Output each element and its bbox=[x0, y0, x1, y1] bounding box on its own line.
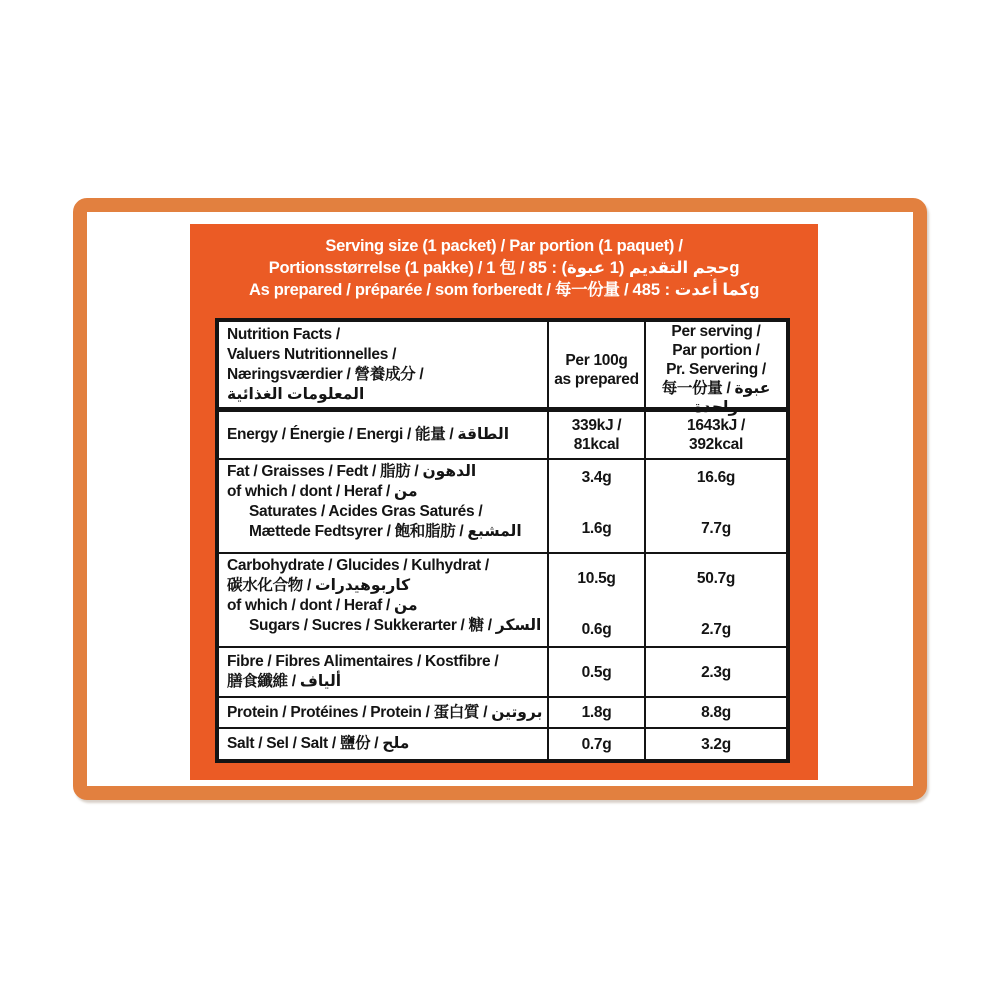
value-text: 0.6g bbox=[581, 620, 612, 638]
value-text: 392kcal bbox=[689, 436, 743, 453]
value-text: 81kcal bbox=[573, 436, 620, 453]
fibre-per-100g bbox=[547, 648, 644, 696]
header-per-100g bbox=[547, 322, 644, 417]
value-text: 2.7g bbox=[701, 620, 731, 638]
header-line: Næringsværdier / 營養成分 / bbox=[227, 366, 424, 383]
serving-info bbox=[190, 235, 818, 301]
value-text: 0.5g bbox=[581, 663, 612, 681]
header-nutrition-facts bbox=[219, 322, 547, 417]
fat-label bbox=[219, 460, 547, 552]
label-text-saturates: Mættede Fedtsyrer / 飽和脂肪 / المشبع bbox=[249, 523, 522, 540]
protein-label bbox=[219, 698, 547, 727]
row-fibre bbox=[219, 646, 786, 696]
salt-label bbox=[219, 729, 547, 759]
fibre-label bbox=[219, 648, 547, 696]
fat-per-100g bbox=[547, 460, 644, 552]
row-salt bbox=[219, 727, 786, 759]
protein-per-100g bbox=[547, 698, 644, 727]
header-line-arabic: المعلومات الغذائية bbox=[227, 386, 365, 403]
label-text-saturates: Saturates / Acides Gras Saturés / bbox=[249, 503, 483, 520]
value-text: 50.7g bbox=[696, 569, 736, 587]
label-text-sugars: Sugars / Sucres / Sukkerarter / 糖 / السكر bbox=[249, 617, 542, 634]
value-text: 2.3g bbox=[701, 663, 731, 681]
header-line: Par portion / bbox=[672, 342, 760, 359]
carbohydrate-label bbox=[219, 554, 547, 646]
header-line: Pr. Servering / bbox=[666, 361, 766, 378]
salt-per-100g bbox=[547, 729, 644, 759]
nutrition-panel bbox=[190, 224, 818, 780]
header-line: Per 100g bbox=[565, 351, 628, 369]
header-line: Nutrition Facts / bbox=[227, 326, 340, 343]
value-text: 3.2g bbox=[701, 735, 731, 753]
label-text: Fat / Graisses / Fedt / 脂肪 / الدهون bbox=[227, 463, 477, 480]
value-text: 339kJ / bbox=[571, 417, 622, 434]
nutrition-table bbox=[215, 318, 790, 763]
label-text: Salt / Sel / Salt / 鹽份 / ملح bbox=[227, 735, 410, 752]
label-text: of which / dont / Heraf / من bbox=[227, 483, 418, 500]
row-energy bbox=[219, 407, 786, 458]
label-text: Carbohydrate / Glucides / Kulhydrat / bbox=[227, 557, 489, 574]
label-text: of which / dont / Heraf / من bbox=[227, 597, 418, 614]
value-text: 0.7g bbox=[581, 735, 612, 753]
value-text: 7.7g bbox=[701, 519, 731, 537]
serving-line-3: As prepared / préparée / som forberedt / 每一份量 / كما أعدت : 485g bbox=[249, 281, 759, 299]
energy-label bbox=[219, 412, 547, 458]
carbohydrate-per-100g bbox=[547, 554, 644, 646]
fat-per-serving bbox=[644, 460, 786, 552]
serving-line-1: Serving size (1 packet) / Par portion (1 paquet) / bbox=[325, 237, 683, 255]
label-text: Energy / Énergie / Energi / 能量 / الطاقة bbox=[227, 426, 510, 443]
value-text: 8.8g bbox=[701, 704, 731, 721]
row-carbohydrate bbox=[219, 552, 786, 646]
header-line: 每一份量 / عبوة واحدة bbox=[661, 380, 771, 416]
label-text: Fibre / Fibres Alimentaires / Kostfibre / bbox=[227, 653, 499, 670]
header-per-serving bbox=[644, 322, 786, 417]
energy-per-100g bbox=[547, 412, 644, 458]
value-text: 1.6g bbox=[581, 519, 612, 537]
label-text: 碳水化合物 / كاربوهيدرات bbox=[227, 577, 411, 594]
row-protein bbox=[219, 696, 786, 727]
value-text: 3.4g bbox=[581, 468, 612, 486]
serving-line-2: Portionsstørrelse (1 pakke) / 1 包 / حجم التقديم (1 عبوة) : 85g bbox=[268, 259, 740, 277]
salt-per-serving bbox=[644, 729, 786, 759]
header-line: Per serving / bbox=[671, 323, 761, 340]
protein-per-serving bbox=[644, 698, 786, 727]
label-frame bbox=[73, 198, 927, 800]
energy-per-serving bbox=[644, 412, 786, 458]
value-text: 10.5g bbox=[577, 569, 616, 587]
table-header-row bbox=[219, 322, 786, 416]
header-line: as prepared bbox=[554, 370, 639, 388]
value-text: 16.6g bbox=[696, 468, 736, 486]
value-text: 1643kJ / bbox=[687, 417, 745, 434]
label-text: Protein / Protéines / Protein / 蛋白質 / بروتين bbox=[227, 703, 543, 721]
value-text: 1.8g bbox=[581, 704, 612, 721]
row-fat bbox=[219, 458, 786, 552]
fibre-per-serving bbox=[644, 648, 786, 696]
header-line: Valuers Nutritionnelles / bbox=[227, 346, 397, 363]
carbohydrate-per-serving bbox=[644, 554, 786, 646]
label-text: 膳食纖維 / ألياف bbox=[227, 673, 342, 690]
